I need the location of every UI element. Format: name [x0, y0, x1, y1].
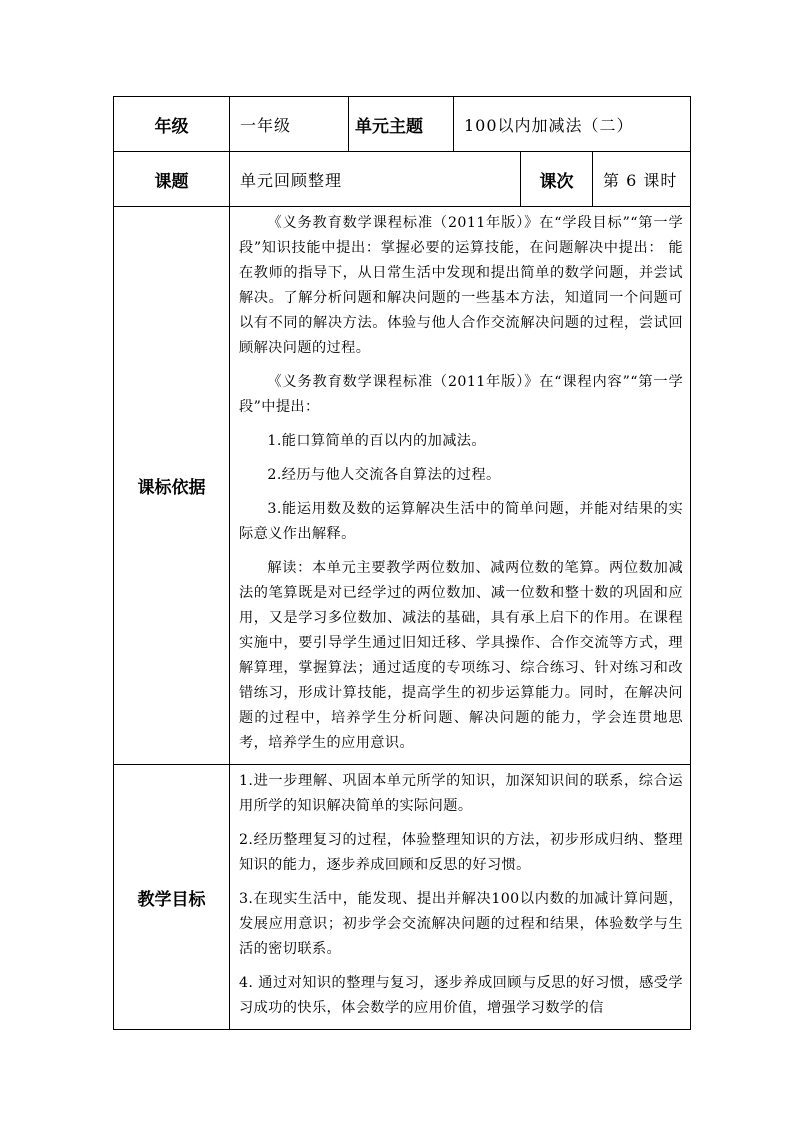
grade-label: 年级 [114, 97, 230, 152]
unit-value: 100以内加减法（二） [454, 97, 691, 152]
lesson-plan-table [113, 96, 691, 1030]
goals-label: 教学目标 [114, 765, 230, 1030]
header-row-topic [114, 152, 691, 207]
lesson-label: 课次 [521, 152, 593, 207]
standards-interpretation: 解读：本单元主要教学两位数加、减两位数的笔算。两位数加减法的笔算既是对已经学过的两位数加、减一位数和整十数的巩固和应用，又是学习多位数加、减法的基础，具有承上启下的作用。在课程实施中，要引导学生通过旧知迁移、学具操作、合作交流等方式，理解算理，掌握算法；通过适度的专项练习、综合练习、针对练习和改错练习，形成计算技能，提高学生的初步运算能力。同时，在解决问题的过程中，培养学生分析问题、解决问题的能力，学会连贯地思考，培养学生的应用意识。 [239, 560, 684, 751]
goal-item: 4. 通过对知识的整理与复习，逐步养成回顾与反思的好习惯，感受学习成功的快乐，体会数学的应用价值，增强学习数学的信 [239, 975, 684, 1016]
goals-cell [230, 765, 691, 1030]
standards-content [230, 207, 691, 765]
standards-paragraph: 2.经历与他人交流各自算法的过程。 [267, 467, 501, 483]
topic-label: 课题 [114, 152, 230, 207]
goals-content [230, 765, 690, 1029]
topic-value: 单元回顾整理 [230, 152, 521, 207]
standards-paragraph: 《义务教育数学课程标准（2011年版）》在“学段目标”“第一学段”知识技能中提出：掌握必要的运算技能，在问题解决中提出： 能在教师的指导下，从日常生活中发现和提出简单的数学问题，并尝试解决。了解分析问题和解决问题的一些基本方法，知道同一个问题可以有不同的解决方法。体验与他人合作交流解决问题的过程，尝试回顾解决问题的过程。 [239, 215, 684, 356]
lesson-value: 第 6 课时 [593, 152, 691, 207]
unit-label: 单元主题 [349, 97, 454, 152]
goal-item: 1.进一步理解、巩固本单元所学的知识，加深知识间的联系，综合运用所学的知识解决简单的实际问题。 [239, 773, 684, 814]
grade-value: 一年级 [230, 97, 349, 152]
goals-row [114, 765, 691, 1030]
standards-label: 课标依据 [114, 207, 230, 765]
standards-paragraph: 1.能口算简单的百以内的加减法。 [267, 433, 486, 449]
standards-paragraph: 3.能运用数及数的运算解决生活中的简单问题，并能对结果的实际意义作出解释。 [239, 501, 684, 542]
standards-row [114, 207, 691, 765]
goal-item: 2.经历整理复习的过程，体验整理知识的方法，初步形成归纳、整理知识的能力，逐步养成回顾和反思的好习惯。 [239, 832, 684, 873]
header-row-grade [114, 97, 691, 152]
goal-item: 3.在现实生活中，能发现、提出并解决100以内数的加减计算问题，发展应用意识；初步学会交流解决问题的过程和结果，体验数学与生活的密切联系。 [239, 891, 684, 957]
standards-paragraph: 《义务教育数学课程标准（2011年版）》在“课程内容”“第一学段”中提出： [239, 374, 684, 415]
